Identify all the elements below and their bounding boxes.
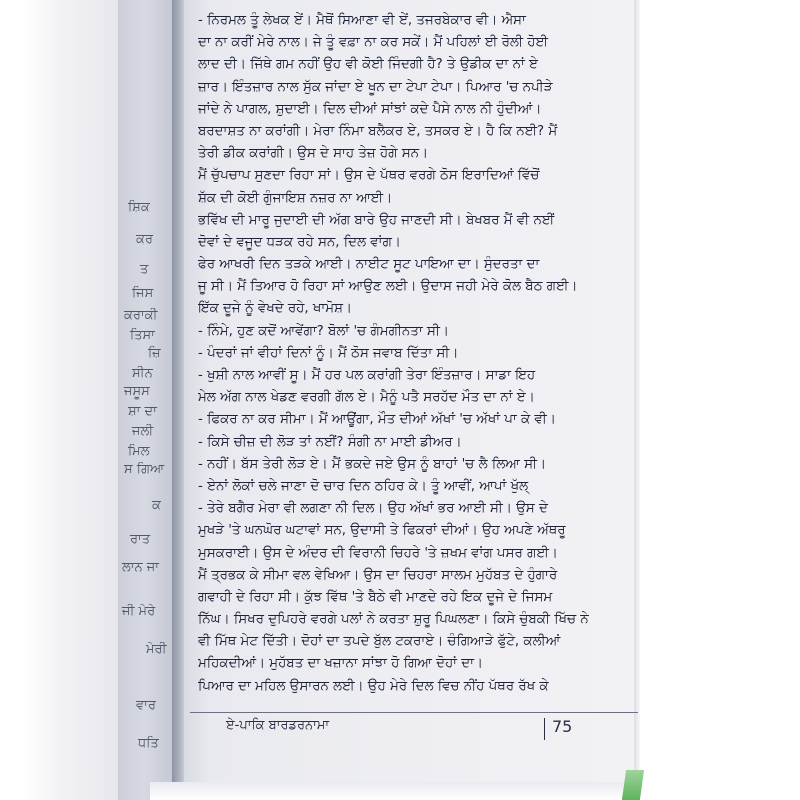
text-line: ਗਵਾਹੀ ਦੇ ਰਿਹਾ ਸੀ। ਕੁੱਝ ਵਿੱਥ 'ਤੇ ਬੈਠੇ ਵੀ ਮਾਣਦੇ ਰਹੇ ਇਕ ਦੂਜੇ ਦੇ ਜਿਸਮ [198,589,553,605]
text-line: ਦੋਵਾਂ ਦੇ ਵਜੂਦ ਧੜਕ ਰਹੇ ਸਨ, ਦਿਲ ਵਾਂਗ। [198,234,401,250]
text-line: ਜੂ ਸੀ। ਮੈਂ ਤਿਆਰ ਹੋ ਰਿਹਾ ਸਾਂ ਆਉਣ ਲਈ। ਉਦਾਸ ਜਹੀ ਮੇਰੇ ਕੋਲ ਬੈਠ ਗਈ। [198,279,578,295]
facing-page-fragment: ਜਿਸ [132,286,154,301]
text-line: - ਨਿੰਮੇ, ਹੁਣ ਕਦੋਂ ਆਵੇਂਗਾ? ਬੋਲਾਂ 'ਚ ਗੰਮਗੀਨਤਾ ਸੀ। [198,323,449,339]
facing-page-fragment: ਜ਼ਿ [148,346,161,361]
facing-page-fragment: ਰਾਤ [130,532,151,547]
text-line: ਵੀ ਮਿੱਥ ਮੇਟ ਦਿੱਤੀ। ਦੋਹਾਂ ਦਾ ਤਪਦੇ ਬੁੱਲ ਟਕਰਾਏ। ਚੰਗਿਆੜੇ ਫੁੱਟੇ, ਕਲੀਆਂ [198,634,561,650]
text-line: ਮੈਂ ਤ੍ਰਭਕ ਕੇ ਸੀਮਾ ਵਲ ਵੇਖਿਆ। ਉਸ ਦਾ ਚਿਹਰਾ ਸਾਲਮ ਮੁਹੱਬਤ ਦੇ ਹੁੰਗਾਰੇ [198,567,558,583]
facing-page-fragment: ਜੀ ਮੇਰੇ [122,604,156,619]
text-line: ਤੇਰੀ ਡੀਕ ਕਰਾਂਗੀ। ਉਸ ਦੇ ਸਾਹ ਤੇਜ਼ ਹੋਗੇ ਸਨ। [198,146,429,162]
green-cover-corner [622,770,644,800]
text-line: ਪਿਆਰ ਦਾ ਮਹਿਲ ਉਸਾਰਨ ਲਈ। ਉਹ ਮੇਰੇ ਦਿਲ ਵਿਚ ਨੀਂਹ ਪੱਥਰ ਰੱਖ ਕੇ [198,678,549,694]
running-footer-title: ਏ-ਪਾਕਿ ਬਾਰਡਰਨਾਮਾ [226,718,330,733]
book-page [184,0,638,800]
text-line: ਲਾਦ ਦੀ। ਜਿੱਥੇ ਗਮ ਨਹੀਂ ਉਹ ਵੀ ਕੋਈ ਜਿੰਦਗੀ ਹੈ? ਤੇ ਉਡੀਕ ਦਾ ਨਾਂ ਏ [198,57,538,73]
text-line: - ਖੁਸ਼ੀ ਨਾਲ ਆਵੀਂ ਸੂ। ਮੈਂ ਹਰ ਪਲ ਕਰਾਂਗੀ ਤੇਰਾ ਇੰਤਜ਼ਾਰ। ਸਾਡਾ ਇਹ [198,368,536,383]
text-line: ਜ਼ਾਰ। ਇੰਤਜ਼ਾਰ ਨਾਲ ਸੁੱਕ ਜਾਂਦਾ ਏ ਖੂਨ ਦਾ ਟੇਪਾ ਟੇਪਾ। ਪਿਆਰ 'ਚ ਨਪੀੜੇ [198,79,553,95]
facing-page-fragment: ਤਿਸਾ [130,328,155,343]
text-line: - ਫਿਕਰ ਨਾ ਕਰ ਸੀਮਾ। ਮੈਂ ਆਊਂਗਾ, ਮੌਤ ਦੀਆਂ ਅੱਖਾਂ 'ਚ ਅੱਖਾਂ ਪਾ ਕੇ ਵੀ। [198,412,556,428]
text-line: ਮਹਿਕਦੀਆਂ। ਮੁਹੱਬਤ ਦਾ ਖਜ਼ਾਨਾ ਸਾਂਝਾ ਹੋ ਗਿਆ ਦੋਹਾਂ ਦਾ। [198,656,483,672]
facing-page-fragment: ਕਰ [136,232,153,247]
facing-page-fragment: ਕਰਾਕੀ [124,308,158,323]
text-line: - ਨਹੀਂ। ਬੱਸ ਤੇਰੀ ਲੋੜ ਏ। ਮੈਂ ਭਕਦੇ ਜਏ ਉਸ ਨੂੰ ਬਾਹਾਂ 'ਚ ਲੈ ਲਿਆ ਸੀ। [198,456,547,472]
facing-page-fragment: ਜਸੂਸ [124,384,150,399]
facing-page-fragment: ਸ਼ਾ ਦਾ [128,404,157,419]
text-line: - ਪੰਦਰਾਂ ਜਾਂ ਵੀਹਾਂ ਦਿਨਾਂ ਨੂੰ। ਮੈਂ ਠੋਸ ਜਵਾਬ ਦਿੱਤਾ ਸੀ। [198,345,459,361]
facing-page-fragment: ਸ਼ਿਕ [128,200,150,215]
text-line: ਮੁਖੜੇ 'ਤੇ ਘਨਘੋਰ ਘਟਾਵਾਂ ਸਨ, ਉਦਾਸੀ ਤੇ ਫਿਕਰਾਂ ਦੀਆਂ। ਉਹ ਅਪਣੇ ਅੱਥਰੂ [198,523,566,539]
facing-page-fragment: ਸੀਨ [132,366,153,381]
page-edge [634,0,640,800]
text-line: - ਨਿਰਮਲ ਤੂੰ ਲੇਖਕ ਏਂ। ਮੈਥੋਂ ਸਿਆਣਾ ਵੀ ਏਂ, ਤਜਰਬੇਕਾਰ ਵੀ। ਐਸਾ [198,13,526,28]
page-number-divider [544,718,545,740]
text-line: ਭਵਿੱਖ ਦੀ ਮਾਰੂ ਜੁਦਾਈ ਦੀ ਅੱਗ ਬਾਰੇ ਉਹ ਜਾਣਦੀ ਸੀ। ਬੇਖਬਰ ਮੈਂ ਵੀ ਨਈਂ [198,212,555,228]
text-line: ਦਾ ਨਾ ਕਰੀਂ ਮੇਰੇ ਨਾਲ। ਜੇ ਤੂੰ ਵਫ਼ਾ ਨਾ ਕਰ ਸਕੇਂ। ਮੈਂ ਪਹਿਲਾਂ ਈ ਰੋਲੀ ਹੋਈ [198,35,548,51]
text-line: ਇੱਕ ਦੂਜੇ ਨੂੰ ਵੇਖਦੇ ਰਹੇ, ਖਾਮੋਸ਼। [198,301,352,317]
facing-page [118,0,176,800]
footer-rule [190,712,638,713]
facing-page-fragment: ਵਾਰ [136,698,156,713]
text-line: ਮੇਲ ਅੱਗ ਨਾਲ ਖੇਡਣ ਵਰਗੀ ਗੱਲ ਏ। ਮੈਨੂੰ ਪਤੈ ਸਰਹੱਦ ਮੌਤ ਦਾ ਨਾਂ ਏ। [198,390,535,406]
page-bottom-edge [150,782,638,800]
text-line: ਜਾਂਦੇ ਨੇ ਪਾਗਲ, ਸ਼ੁਦਾਈ। ਦਿਲ ਦੀਆਂ ਸਾਂਝਾਂ ਕਦੇ ਪੈਸੇ ਨਾਲ ਨੀ ਹੁੰਦੀਆਂ। [198,101,542,117]
page-body [198,10,630,698]
text-line: ਸ਼ੱਕ ਦੀ ਕੋਈ ਗੁੰਜਾਇਸ਼ ਨਜ਼ਰ ਨਾ ਆਈ। [198,190,393,206]
text-line: ਮੁਸਕਰਾਈ। ਉਸ ਦੇ ਅੰਦਰ ਦੀ ਵਿਰਾਨੀ ਚਿਹਰੇ 'ਤੇ ਜ਼ਖਮ ਵਾਂਗ ਪਸਰ ਗਈ। [198,545,558,561]
facing-page-fragment: ਲਾਨ ਜਾ [122,560,159,575]
facing-page-fragment: ਕ [152,498,161,513]
text-line: - ਤੇਰੇ ਬਗੈਰ ਮੇਰਾ ਵੀ ਲਗਣਾ ਨੀ ਦਿਲ। ਉਹ ਅੱਖਾਂ ਭਰ ਆਈ ਸੀ। ਉਸ ਦੇ [198,501,548,517]
facing-page-fragment: ਤ [140,262,149,277]
facing-page-fragment: ਸ ਗਿਆ [124,462,165,477]
facing-page-fragment: ਮਿਲ [128,444,150,459]
facing-page-fragment: ਧਤਿ [138,736,159,751]
text-line: - ਕਿਸੇ ਚੀਜ਼ ਦੀ ਲੋੜ ਤਾਂ ਨਈਂ? ਸੰਗੀ ਨਾ ਮਾਈ ਡੀਅਰ। [198,434,462,450]
text-line: ਮੈਂ ਚੁੱਪਚਾਪ ਸੁਣਦਾ ਰਿਹਾ ਸਾਂ। ਉਸ ਦੇ ਪੱਥਰ ਵਰਗੇ ਠੋਸ ਇਰਾਦਿਆਂ ਵਿੱਚੋਂ [198,168,540,184]
text-line: ਨਿੱਘ। ਸਿਖਰ ਦੁਪਿਹਰੇ ਵਰਗੇ ਪਲਾਂ ਨੇ ਕਰਤਾ ਸ਼ੁਰੂ ਪਿਘਲਣਾ। ਕਿਸੇ ਚੁੰਬਕੀ ਖਿੱਚ ਨੇ [198,612,589,628]
page-number: 75 [552,717,573,736]
facing-page-fragment: ਮੇਰੀ [146,642,167,657]
text-line: - ਏਨਾਂ ਲੋਕਾਂ ਚਲੇ ਜਾਣਾ ਦੋ ਚਾਰ ਦਿਨ ਠਹਿਰ ਕੇ। ਤੂੰ ਆਵੀਂ, ਆਪਾਂ ਖੁੱਲ੍ [198,478,529,494]
facing-page-fragment: ਜਲੀ [132,424,154,439]
text-line: ਫੇਰ ਆਖਰੀ ਦਿਨ ਤੜਕੇ ਆਈ। ਨਾਈਟ ਸੂਟ ਪਾਇਆ ਦਾ। ਸੁੰਦਰਤਾ ਦਾ [198,257,540,273]
text-line: ਬਰਦਾਸ਼ਤ ਨਾ ਕਰਾਂਗੀ। ਮੇਰਾ ਨਿੰਮਾ ਬਲੈਕਰ ਏ, ਤਸਕਰ ਏ। ਹੈ ਕਿ ਨਈ? ਮੈਂ [198,123,558,139]
